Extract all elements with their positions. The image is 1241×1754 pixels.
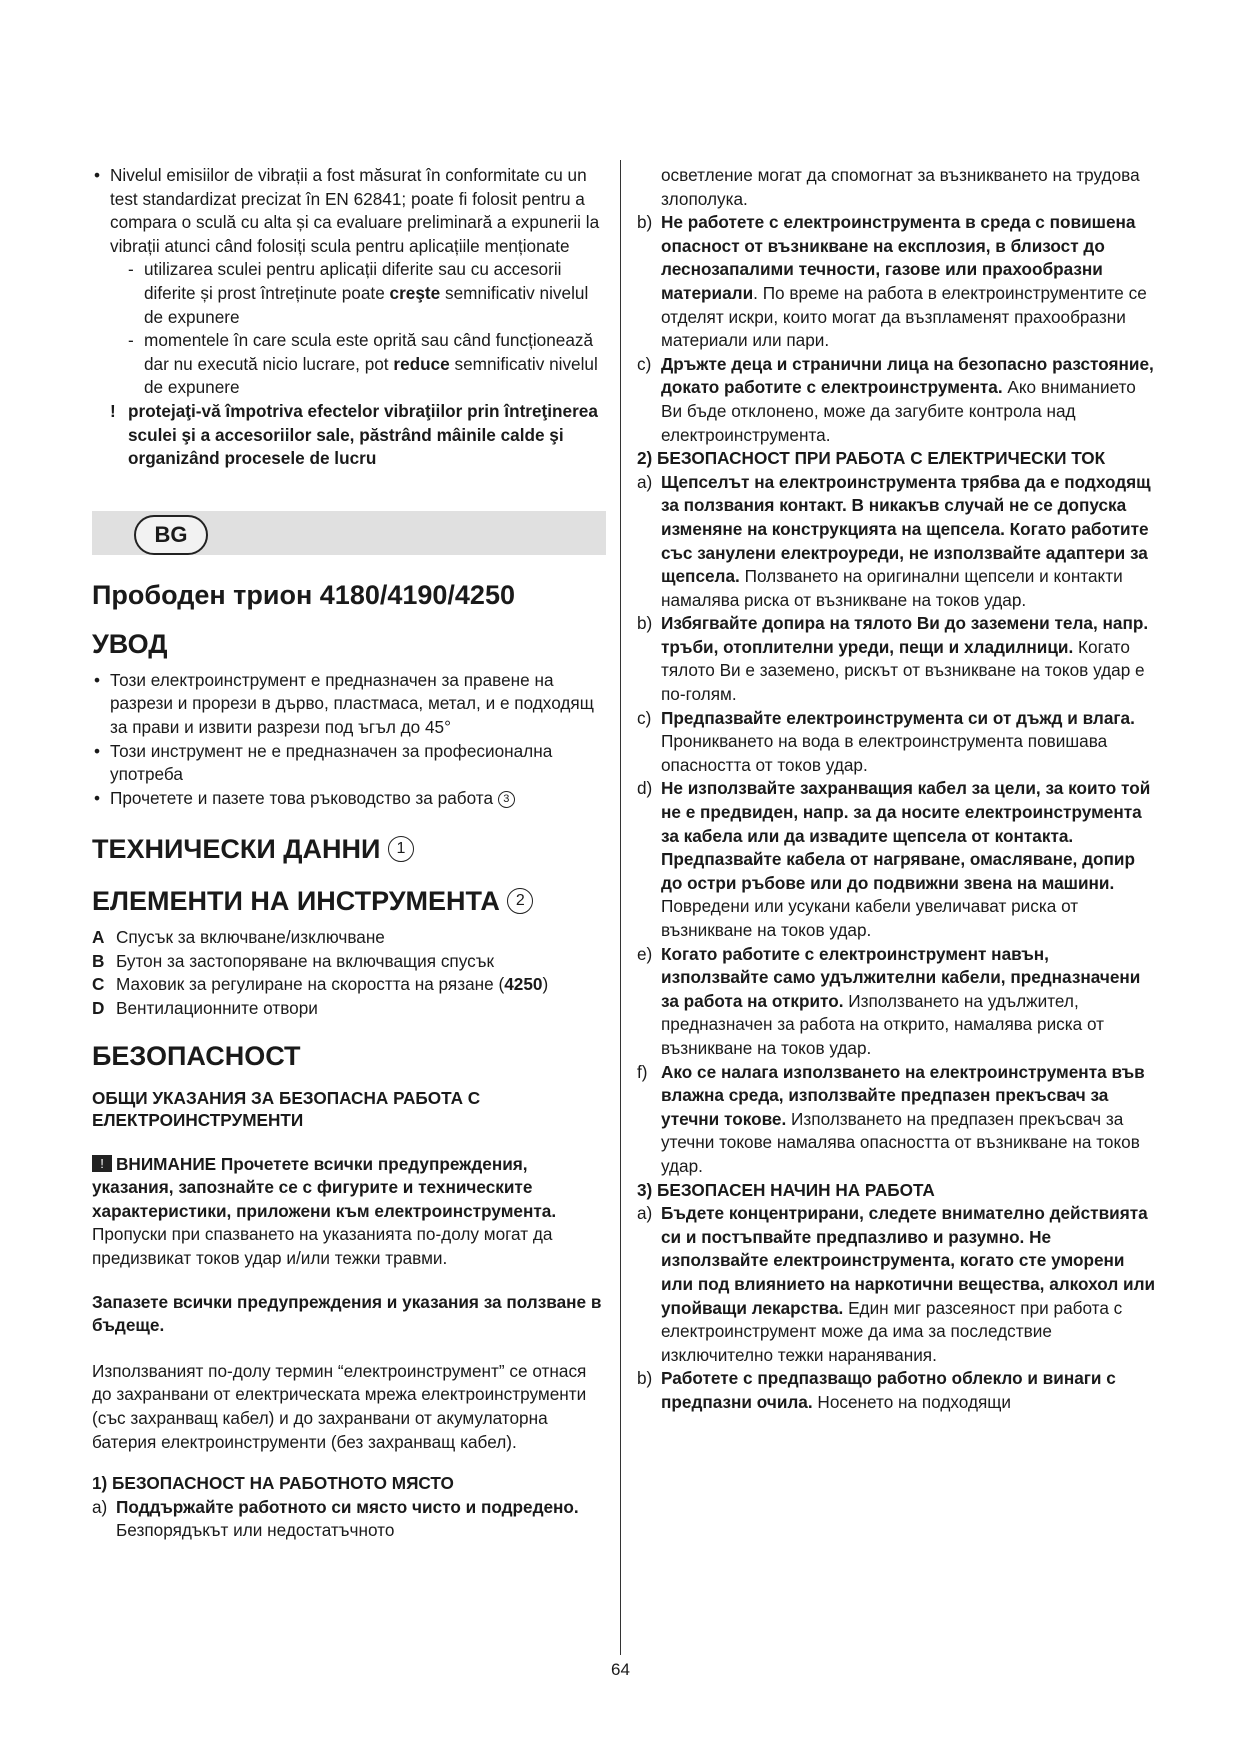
tech-data-heading: ТЕХНИЧЕСКИ ДАННИ 1 [92,832,606,866]
section-1c: c) Дръжте деца и странични лица на безопасно разстояние, докато работите с електроинструмента. Ако вниманието Ви бъде отклонено, може да загубите контрола над електроинструмента. [637,353,1154,445]
vibration-dash-list [110,258,606,400]
vibration-list [92,164,606,400]
vibration-warning [92,400,606,471]
left-column [92,164,606,1543]
elements-heading: ЕЛЕМЕНТИ НА ИНСТРУМЕНТА 2 [92,884,606,918]
vibration-bullet-text: Nivelul emisiilor de vibrații a fost măsurat în conformitate cu un test standardizat precizat în EN 62841; poate fi folosit pentru a compara o sculă cu alta și ca evaluare preliminară a expunerii la vibrații atunci când folosiți scula pentru aplicațiile menționate [110,165,600,256]
language-band [92,511,606,555]
safety-heading: БЕЗОПАСНОСТ [92,1040,301,1071]
part-a: A Спусък за включване/изключване [92,927,385,948]
vibration-warning-text: protejaţi-vă împotriva efectelor vibraţiilor prin întreţinerea sculei şi a accesoriilor sale, păstrând mâinile calde şi organizând procesele de lucru [128,400,598,469]
section-3-heading: 3) БЕЗОПАСЕН НАЧИН НА РАБОТА [637,1179,935,1200]
section-2c: c) Предпазвайте електроинструмента си от дъжд и влага. Проникването на вода в електроинструмента повишава опасността от токов удар. [637,707,1135,775]
dash-item-1: - utilizarea sculei pentru aplicații diferite sau cu accesorii diferite și prost întreținute poate creşte semnificativ nivelul de expunere [128,258,606,329]
intro-heading: УВОД [92,628,168,659]
product-title: Прободен трион 4180/4190/4250 [92,579,515,610]
part-d: D Вентилационните отвори [92,998,318,1019]
section-1-heading: 1) БЕЗОПАСНОСТ НА РАБОТНОТО МЯСТО [92,1473,454,1494]
dash-item-2-bold: reduce [393,353,450,374]
section-2a: a) Щепселът на електроинструмента трябва да е подходящ за ползвания контакт. В никакъв случай не се допуска изменяне на конструкцията на щепсела. Когато работите със занулени електроуреди, не използвайте адаптери за щепсела. Ползването на оригинални щепсели и контакти намалява риска от възникване на токов удар. [637,471,1151,610]
section-3a: a) Бъдете концентрирани, следете внимателно действията си и постъпвайте предпазливо и разумно. Не използвайте електроинструмента, когато сте уморени или под влиянието на наркотични вещества, алкохол или упойващи лекарства. Един миг разсеяност при работа с електроинструмент може да има за последствие изключително тежки наранявания. [637,1203,1156,1365]
part-c: C Маховик за регулиране на скоростта на рязане (4250) [92,974,549,995]
section-2f: f) Ако се налага използването на електроинструмента във влажна среда, използвайте предпазен прекъсвач за утечни токове. Използването на предпазен прекъсвач за утечни токове намалява опасността от възникване на токов удар. [637,1061,1145,1176]
section-1a-continued: осветление могат да спомогнат за възникването на трудова злополука. [661,165,1140,209]
dash-item-2: - momentele în care scula este oprită sau când funcționează dar nu execută nicio lucrare, pot reduce semnificativ nivelul de expunere [128,329,606,400]
vibration-bullet [92,164,606,400]
section-2d: d) Не използвайте захранващия кабел за цели, за които той не е предвиден, напр. за да носите електроинструмента за кабела или да извадите щепсела от контакта. Предпазвайте кабела от нагряване, омасляване, допир до остри ръбове или до подвижни звена на машини. Повредени или усукани кабели увеличават риска от възникване на токов удар. [637,778,1151,940]
warning-paragraph: ! ВНИМАНИЕ Прочетете всички предупреждения, указания, запознайте се с фигурите и техническите характеристики, приложени към електроинструмента. Пропуски при спазването на указанията по-долу могат да предизвикат токов удар и/или тежки травми. [92,1153,557,1269]
section-3b: b) Работете с предпазващо работно облекло и винаги с предпазни очила. Носенето на подходящи [637,1368,1116,1412]
section-1b: b) Не работете с електроинструмента в среда с повишена опасност от възникване на експлозия, в близост до леснозапалими течности, газове или прахообразни материали. По време на работа в електроинструментите се отделят искри, които могат да възпламенят прахообразни материали или пари. [637,212,1147,351]
exclamation-icon: ! [110,400,116,421]
intro-bullet-2: • Този инструмент не е предназначен за професионална употреба [92,740,606,787]
part-b: B Бутон за застопоряване на включващия спусък [92,950,494,971]
page-number: 64 [611,1660,630,1679]
parts-list [92,926,606,1020]
dash-item-1-bold: creşte [389,282,441,303]
general-safety-heading: ОБЩИ УКАЗАНИЯ ЗА БЕЗОПАСНА РАБОТА С ЕЛЕКТРОИНСТРУМЕНТИ [92,1087,481,1130]
figure-ref-1: 1 [388,836,414,862]
section-2b: b) Избягвайте допира на тялото Ви до заземени тела, напр. тръби, отоплителни уреди, пещи и хладилници. Когато тялото Ви е заземено, рискът от възникване на токов удар е по-голям. [637,613,1149,705]
column-divider [620,160,621,1655]
term-definition: Използваният по-долу термин “електроинструмент” се отнася до захранвани от електрическата мрежа електроинструменти (със захранващ кабел) и до захранвани от акумулаторна батерия електроинструменти (без захранващ кабел). [92,1360,587,1452]
right-column [637,164,1156,1414]
figure-ref-2: 2 [507,888,533,914]
keep-instructions-notice: Запазете всички предупреждения и указания за ползване в бъдеще. [92,1291,602,1336]
section-2e: e) Когато работите с електроинструмент навън, използвайте само удължителни кабели, предназначени за работа на открито. Използването на удължител, предназначен за работа на открито, намалява риска от възникване на токов удар. [637,943,1141,1058]
intro-list [92,669,606,811]
section-1a: a) Поддържайте работното си място чисто и подредено. Безпорядъкът или недостатъчното [92,1496,579,1541]
intro-bullet-1: • Този електроинструмент е предназначен за правене на разрези и прорези в дърво, пластмаса, метал, и е подходящ за прави и извити разрези под ъгъл до 45° [92,669,606,740]
section-2-heading: 2) БЕЗОПАСНОСТ ПРИ РАБОТА С ЕЛЕКТРИЧЕСКИ ТОК [637,448,1106,469]
warning-triangle-icon: ! [92,1155,112,1172]
intro-bullet-3: • Прочетете и пазете това ръководство за работа 3 [92,787,606,811]
figure-ref-3: 3 [498,791,515,808]
language-badge: BG [134,515,208,555]
